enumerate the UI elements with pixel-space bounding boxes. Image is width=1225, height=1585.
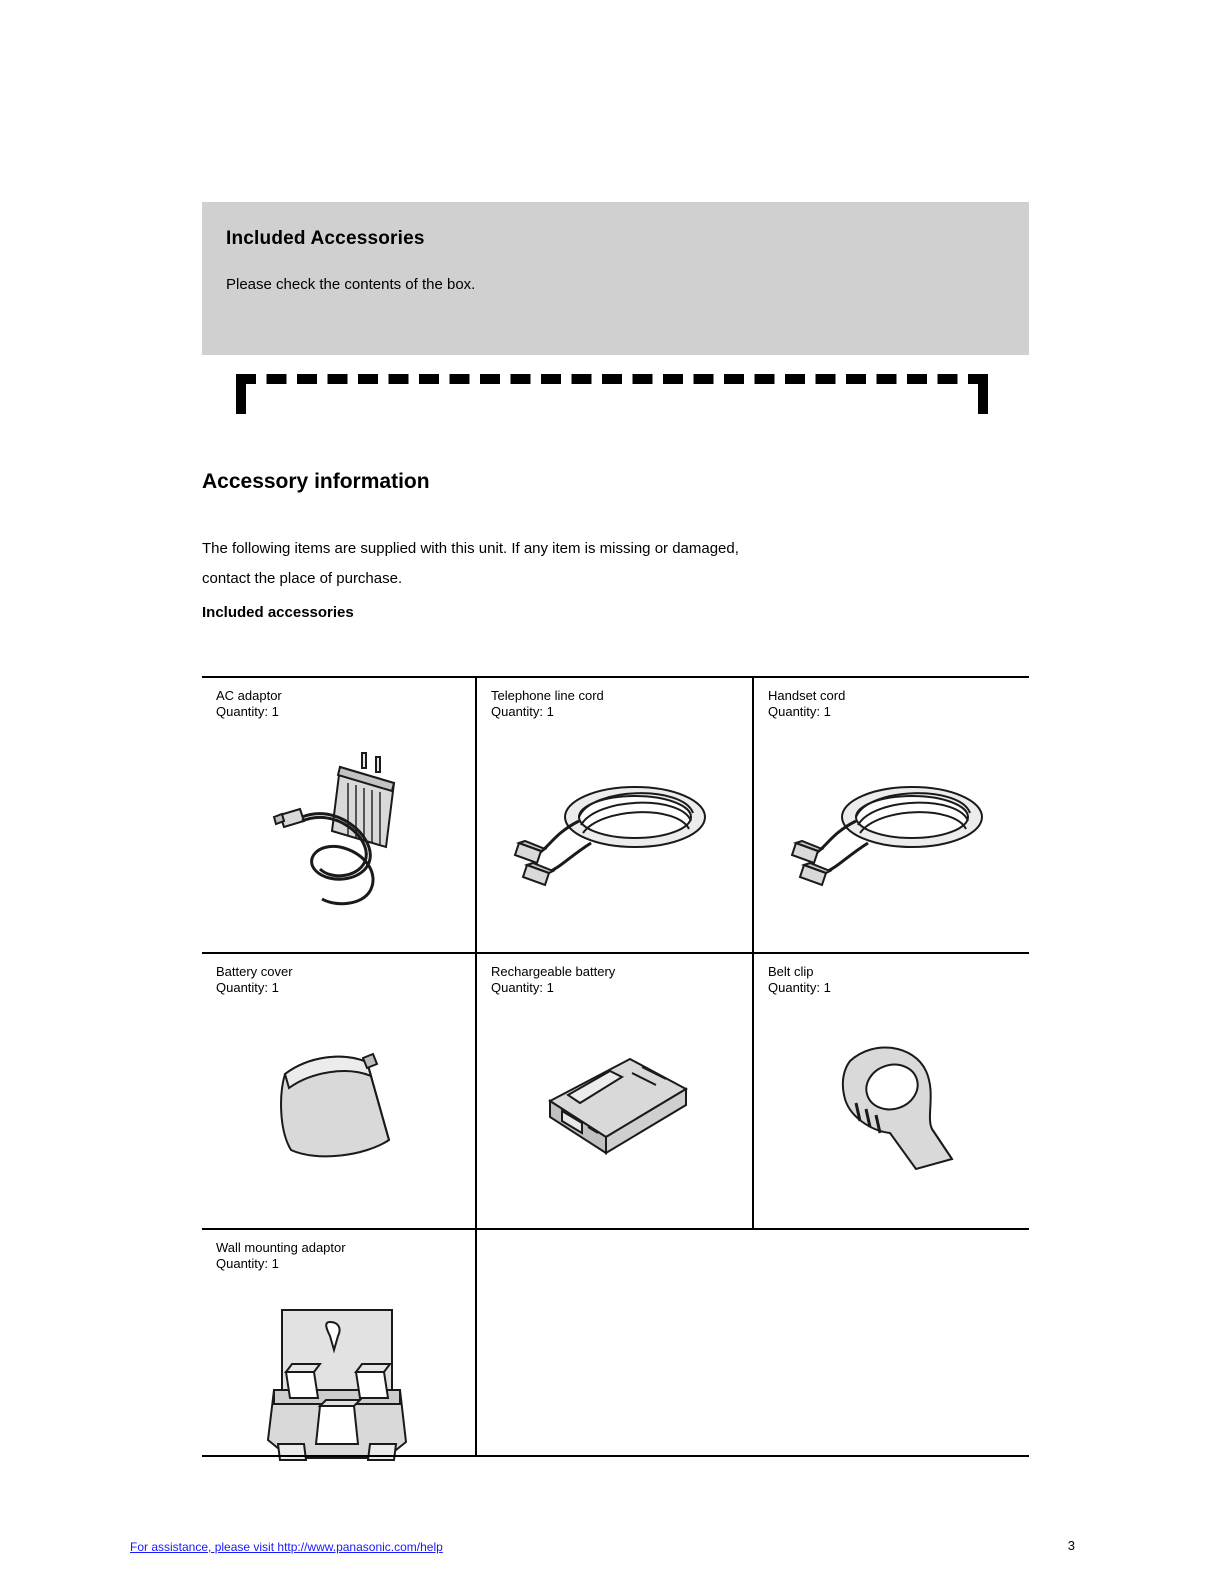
intro-line-3: Included accessories: [202, 604, 354, 621]
dashed-divider-tick-right: [978, 384, 988, 414]
section-heading: Accessory information: [202, 470, 430, 493]
accessory-name: Rechargeable battery: [491, 964, 616, 979]
accessory-label: [216, 1240, 466, 1273]
accessory-cell-handset-cord: [752, 678, 1029, 952]
dashed-divider: [236, 374, 988, 420]
battery-cover-icon: [202, 1000, 475, 1220]
wall-mounting-adaptor-icon: [202, 1276, 475, 1496]
accessory-label: [768, 964, 1018, 997]
accessory-cell-ac-adaptor: [202, 678, 475, 952]
accessory-name: Belt clip: [768, 964, 814, 979]
intro-line-1: The following items are supplied with this unit. If any item is missing or damaged,: [202, 540, 739, 557]
accessory-label: [216, 688, 466, 721]
accessory-label: [768, 688, 1018, 721]
accessories-table: [202, 676, 1029, 1504]
accessory-qty: Quantity: 1: [768, 980, 831, 996]
ac-adaptor-icon: [202, 724, 475, 944]
dashed-divider-tick-left: [236, 384, 246, 414]
accessory-name: Telephone line cord: [491, 688, 604, 703]
banner-subtitle: Please check the contents of the box.: [226, 276, 476, 293]
table-row: [202, 677, 1029, 953]
accessory-qty: Quantity: 1: [216, 980, 279, 996]
accessory-label: [491, 688, 741, 721]
table-row: [202, 953, 1029, 1229]
banner-title: Included Accessories: [226, 228, 425, 249]
dashed-divider-line: [236, 374, 988, 384]
handset-cord-icon: [754, 724, 1029, 944]
accessory-name: AC adaptor: [216, 688, 282, 703]
table-row: [202, 1229, 1029, 1504]
accessory-qty: Quantity: 1: [768, 704, 831, 720]
telephone-line-cord-icon: [477, 724, 752, 944]
rechargeable-battery-icon: [477, 1000, 752, 1220]
accessory-name: Handset cord: [768, 688, 846, 703]
accessory-name: Wall mounting adaptor: [216, 1240, 346, 1255]
accessory-qty: Quantity: 1: [216, 704, 279, 720]
page-number: 3: [1067, 1538, 1075, 1553]
accessory-qty: Quantity: 1: [491, 980, 554, 996]
accessory-cell-wall-mounting-adaptor: [202, 1230, 475, 1504]
belt-clip-icon: [754, 1000, 1029, 1220]
accessory-name: Battery cover: [216, 964, 293, 979]
accessory-cell-belt-clip: [752, 954, 1029, 1228]
table-bottom-rule: [202, 1455, 1029, 1457]
accessory-label: [216, 964, 466, 997]
accessory-qty: Quantity: 1: [216, 1256, 279, 1272]
intro-line-2: contact the place of purchase.: [202, 570, 403, 587]
accessory-cell-rechargeable-battery: [475, 954, 752, 1228]
accessory-qty: Quantity: 1: [491, 704, 554, 720]
accessory-label: [491, 964, 741, 997]
footer-help-link[interactable]: For assistance, please visit http://www.panasonic.com/help: [130, 1540, 443, 1554]
header-banner: [202, 202, 1029, 355]
accessory-cell-empty: [475, 1230, 1029, 1504]
accessory-cell-telephone-line-cord: [475, 678, 752, 952]
accessory-cell-battery-cover: [202, 954, 475, 1228]
table-divider-vertical: [475, 1180, 477, 1455]
